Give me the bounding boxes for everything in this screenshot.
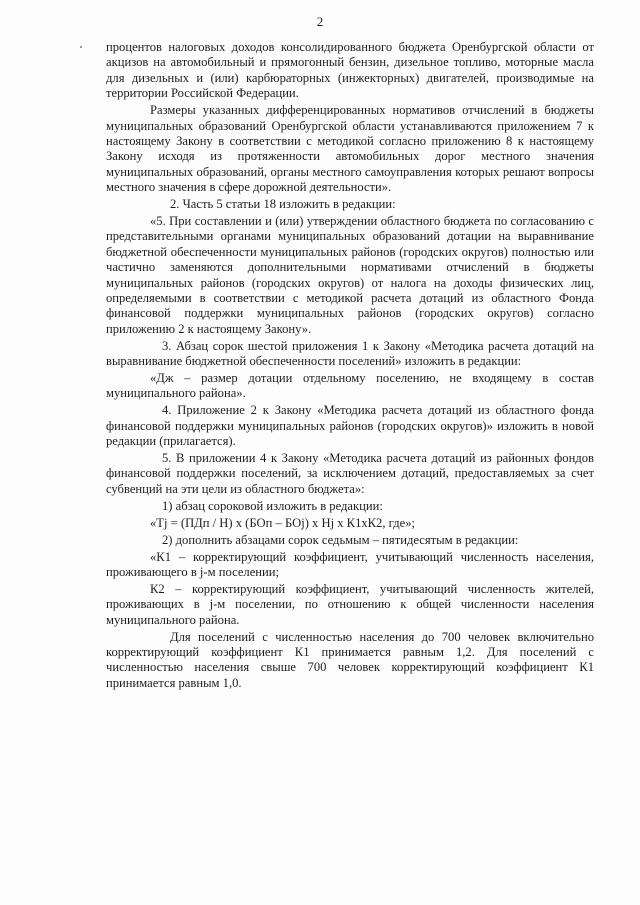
paragraph-dzh-definition: «Дж – размер дотации отдельному поселению, не входящему в состав муниципального района». — [106, 371, 594, 401]
paragraph-item-3: 3. Абзац сорок шестой приложения 1 к Закону «Методика расчета дотаций на выравнивание бюджетной обеспеченности поселений» изложить в редакции: — [106, 338, 594, 369]
paragraph-continuation: процентов налоговых доходов консолидированного бюджета Оренбургской области от акцизов на автомобильный и прямогонный бензин, дизельное топливо, моторные масла для дизельных и (или) карбюраторных (инжекторных) двигателей, производимые на территории Российской Федерации. — [106, 40, 594, 101]
paragraph-subitem-1: 1) абзац сороковой изложить в редакции: — [162, 498, 383, 513]
scan-speck — [80, 46, 82, 48]
paragraph-k1-values: Для поселений с численностью населения до 700 человек включительно корректирующий коэффициент К1 принимается равным 1,2. Для поселений с численностью населения свыше 700 человек корректирующий коэффициент К1 принимается равным 1,0. — [106, 629, 594, 690]
paragraph-formula: «Tj = (ПДп / Н) х (БОп – БОj) х Hj х К1хК2, где»; — [150, 515, 415, 530]
paragraph-item-5: 5. В приложении 4 к Закону «Методика расчета дотаций из районных фондов финансовой поддержки поселений, за исключением дотаций, предоставляемых за счет субвенций на эти цели из областного бюджета»: — [106, 451, 594, 496]
paragraph-item-4: 4. Приложение 2 к Закону «Методика расчета дотаций из областного фонда финансовой поддержки муниципальных районов (городских округов)» изложить в новой редакции (прилагается). — [106, 403, 594, 449]
page-number: 2 — [316, 14, 324, 29]
document-body — [106, 40, 594, 693]
paragraph-item-2: 2. Часть 5 статьи 18 изложить в редакции: — [170, 197, 396, 212]
paragraph-part-5: «5. При составлении и (или) утверждении областного бюджета по согласованию с представительными органами муниципальных образований дотации на выравнивание бюджетной обеспеченности муниципальных районов (городских округов) полностью или частично заменяются дополнительными нормативами отчислений в бюджеты муниципальных районов (городских округов) от налога на доходы физических лиц, определяемыми в соответствии с методикой расчета дотаций из областного Фонда финансовой поддержки муниципальных районов (городских округов) согласно приложению 2 к настоящему Закону». — [106, 213, 594, 336]
paragraph-k1-definition: «К1 – корректирующий коэффициент, учитывающий численность населения, проживающего в j-м поселении; — [106, 549, 594, 579]
paragraph-norms: Размеры указанных дифференцированных нормативов отчислений в бюджеты муниципальных образований Оренбургской области устанавливаются приложением 7 к настоящему Закону в соответствии с методикой согласно приложению 8 к настоящему Закону исходя из протяженности автомобильных дорог местного значения муниципальных образований, органы местного самоуправления которых решают вопросы местного значения в сфере дорожной деятельности». — [106, 103, 594, 195]
paragraph-subitem-2: 2) дополнить абзацами сорок седьмым – пятидесятым в редакции: — [162, 532, 519, 547]
paragraph-k2-definition: К2 – корректирующий коэффициент, учитывающий численность жителей, проживающих в j-м поселении, по отношению к общей численности населения муниципального района. — [106, 581, 594, 627]
